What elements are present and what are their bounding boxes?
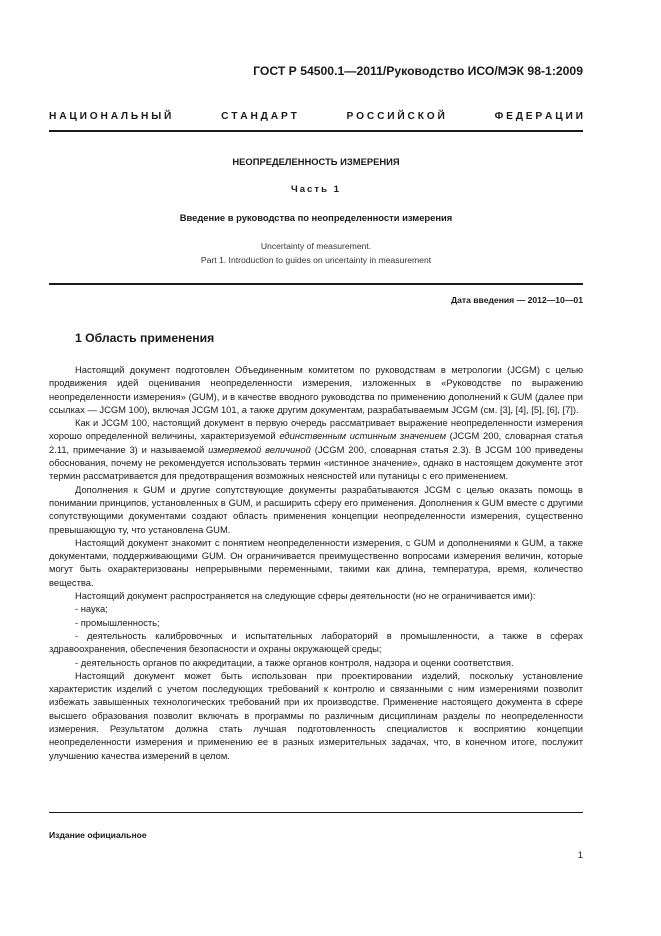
body-paragraph [49, 589, 583, 602]
paragraph-text: (JCGM 200, словарная статья 2.3). В JCGM 100 приведены обоснования, почему не рекомендуется использовать термин «истинное значение», однако в настоящем документе этот термин рассматривается для предотвращения возможных неясностей или путаницы с его применением. [49, 443, 583, 482]
list-item [49, 616, 583, 629]
banner-word: Р О С С И Й С К О Й [346, 111, 445, 122]
document-number: ГОСТ Р 54500.1—2011/Руководство ИСО/МЭК 98-1:2009 [253, 64, 583, 78]
list-item [49, 656, 583, 669]
document-subtitle: Введение в руководства по неопределенности измерения [179, 212, 453, 223]
document-title: НЕОПРЕДЕЛЕННОСТЬ ИЗМЕРЕНИЯ [232, 156, 400, 167]
paragraph-text: - деятельность калибровочных и испытательных лабораторий в промышленности, а также в сферах здравоохранения, обеспечения безопасности и охраны окружающей среды; [49, 629, 583, 655]
edition-label: Издание официальное [49, 830, 147, 840]
section-body [49, 363, 583, 762]
page-number: 1 [577, 849, 583, 860]
footer-divider [49, 812, 583, 813]
paragraph-text: Настоящий документ подготовлен Объединенным комитетом по руководствам в метрологии (JCGM) с целью продвижения идей оценивания неопределенности измерения, изложенных в «Руководстве по выражению неопределенности измерения» (GUM), и в качестве вводного руководства по применению дополнений к GUM (далее при ссылках — JCGM 100), включая JCGM 101, а также другим документам, разрабатываемым JCGM (см. [3], [4], [5], [6], [7]). [49, 364, 583, 415]
body-paragraph [49, 363, 583, 416]
banner-word: Н А Ц И О Н А Л Ь Н Ы Й [49, 111, 172, 122]
title-divider [49, 283, 583, 285]
italic-term: измеряемой величиной [208, 443, 311, 455]
paragraph-text: - промышленность; [75, 616, 160, 628]
banner-word: Ф Е Д Е Р А Ц И И [494, 111, 583, 122]
paragraph-text: - деятельность органов по аккредитации, а также органов контроля, надзора и оценки соответствия. [75, 656, 514, 668]
body-paragraph [49, 669, 583, 762]
part-label: Часть 1 [290, 184, 341, 195]
english-title-line-2: Part 1. Introduction to guides on uncertainty in measurement [200, 255, 432, 265]
list-item [49, 602, 583, 615]
body-paragraph [49, 536, 583, 589]
paragraph-text: - наука; [75, 603, 108, 615]
paragraph-text: (JCGM 200, словарная статья 2.11, примечание 3) и называемой [49, 430, 584, 455]
body-paragraph [49, 483, 583, 536]
body-paragraph [49, 416, 583, 482]
list-item [49, 629, 583, 656]
paragraph-text: Настоящий документ может быть использован при проектировании изделий, поскольку установление характеристик изделий с учетом последующих требований к контролю и связанными с ним измерениями позволит избежать завышенных технологических требований при их производстве. Применение настоящего документа в сфере высшего образования позволит включать в программы по различным дисциплинам разделы по неопределенности измерения. Результатом должна стать лучшая подготовленность специалистов к восприятию концепции неопределенности измерения и применению ее в разных измерительных задачах, что, в конечном итоге, послужит улучшению качества измерений в целом. [49, 669, 583, 761]
paragraph-text: Дополнения к GUM и другие сопутствующие документы разрабатываются JCGM с целью оказать помощь в понимании принципов, установленных в GUM, и расширить сферу его применения. Дополнения к GUM вместе с другими сопутствующими документами создают область применения концепции неопределенности измерения, существенно превышающую ту, что установлена GUM. [49, 483, 583, 535]
paragraph-text: Настоящий документ знакомит с понятием неопределенности измерения, с GUM и дополнениями к GUM, а также документами, поддерживающими GUM. Он ограничивается преимущественно вопросами измерения величин, которые могут быть охарактеризованы непрерывными переменными, такими как длина, температура, время, количество вещества. [49, 536, 583, 588]
paragraph-text: Как и JCGM 100, настоящий документ в первую очередь рассматривает выражение неопределенности измерения хорошо определенной величины, характеризуемой [49, 417, 583, 442]
national-standard-banner [49, 111, 583, 122]
italic-term: единственным истинным значением [279, 430, 447, 442]
english-title-line-1: Uncertainty of measurement. [260, 241, 372, 251]
introduction-date: Дата введения — 2012—10—01 [450, 295, 583, 305]
banner-word: С Т А Н Д А Р Т [221, 111, 297, 122]
header-divider [49, 130, 583, 132]
section-title: 1 Область применения [75, 331, 215, 345]
paragraph-text: Настоящий документ распространяется на следующие сферы деятельности (но не ограничивается ими): [75, 590, 536, 602]
